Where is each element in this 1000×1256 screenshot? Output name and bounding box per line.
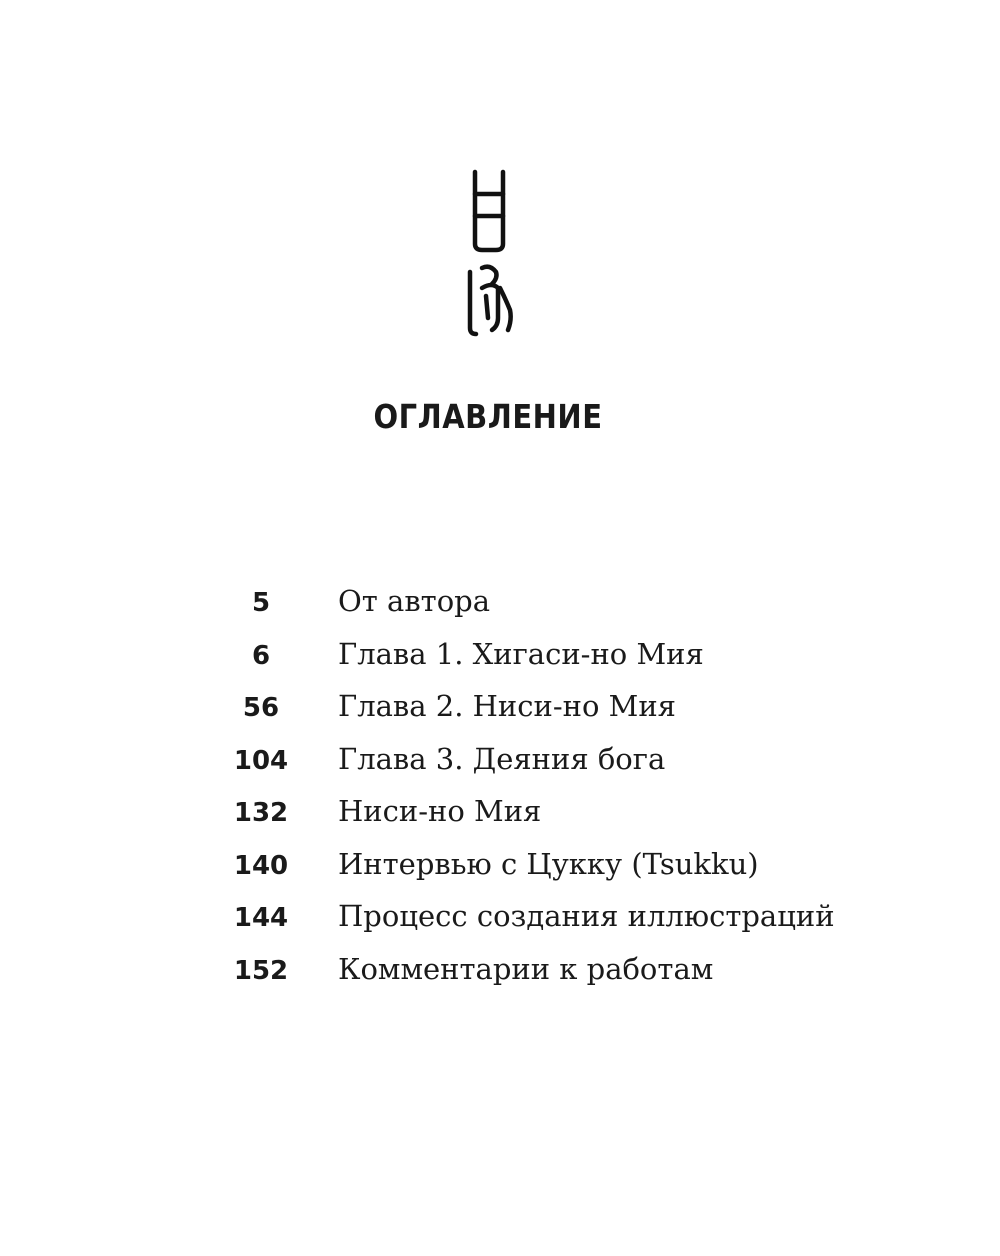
toc-entry [230,689,930,742]
toc-entry-title: Ниси-но Мия [338,794,542,828]
table-of-contents [230,584,930,1004]
toc-page-number: 5 [251,588,271,618]
page-title: ОГЛАВЛЕНИЕ [373,397,603,437]
seal-script-glyphs [462,168,518,340]
toc-entry-title: От автора [338,584,491,618]
toc-page-number: 144 [233,903,289,933]
toc-entry-title: Глава 2. Ниси-но Мия [338,689,676,723]
toc-entry [230,899,930,952]
toc-page-number: 6 [251,640,271,671]
toc-entry-title: Интервью с Цукку (Tsukku) [338,846,759,881]
toc-page-number: 140 [233,850,289,881]
toc-entry [230,794,930,847]
toc-entry-title: Глава 3. Деяния бога [338,741,666,776]
toc-entry [230,584,930,637]
toc-page-number: 104 [233,745,289,776]
toc-entry-title: Комментарии к работам [338,951,714,986]
toc-entry [230,847,930,900]
toc-entry [230,637,930,690]
seal-glyphs-icon [462,168,518,340]
toc-entry [230,742,930,795]
toc-entry [230,952,930,1005]
toc-page-number: 132 [233,798,289,828]
toc-entry-title: Глава 1. Хигаси-но Мия [338,636,704,671]
toc-page-number: 56 [242,693,280,723]
toc-page-number: 152 [233,955,289,986]
toc-entry-title: Процесс создания иллюстраций [338,899,835,933]
